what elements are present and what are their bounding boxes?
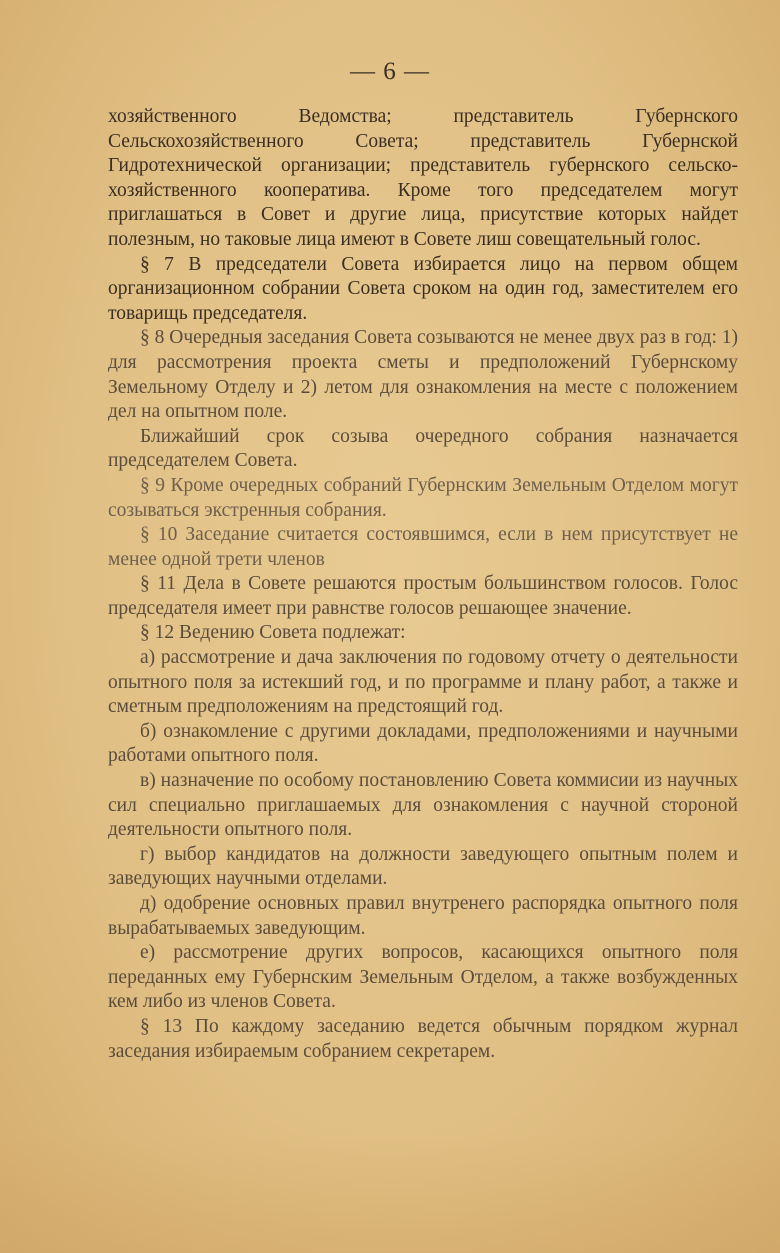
paragraph-nearest-meeting: Ближайший срок созыва очередного собрания назначается председателем Совета. <box>108 425 738 472</box>
list-item-d: д) одобрение основных правил внутренего распорядка опытного поля вырабатываемых заведующим. <box>108 893 738 939</box>
list-item-e: е) рассмотрение других вопросов, касающихся опытного поля переданных ему Губернским Земельным Отделом, а также возбужденных кем либо из членов Совета. <box>108 942 738 1013</box>
list-item-v: в) назначение по особому постановлению Совета коммисии из научных сил специально приглашаемых для ознакомления с научной стороной деятельности опытного поля. <box>108 770 738 841</box>
list-item-b: б) ознакомление с другими докладами, предположениями и научными работами опытного поля. <box>108 720 738 767</box>
paragraph-section-12: § 12 Ведению Совета подлежат: <box>140 622 406 644</box>
document-body <box>108 105 738 1064</box>
paragraph-section-11: § 11 Дела в Совете решаются простым большинством голосов. Голос председателя имеет при равнстве голосов решающее значение. <box>108 573 738 619</box>
paragraph-section-8: § 8 Очередныя заседания Совета созываются не менее двух раз в год: 1) для рассмотрения проекта сметы и предположений Губернскому Земельному Отделу и 2) летом для ознакомления на месте с положением дел на опытном поле. <box>108 327 739 423</box>
paper-stain <box>0 1133 780 1253</box>
page-number: — 6 — <box>350 58 430 85</box>
paragraph-section-7: § 7 В председатели Совета избирается лицо на первом общем организационном собрании Совета сроком на один год, заместителем его товарищь председателя. <box>108 253 738 324</box>
list-item-g: г) выбор кандидатов на должности заведующего опытным полем и заведующих научными отделами. <box>108 843 738 890</box>
paragraph-intro: хозяйственного Ведомства; представитель Губернского Сельскохозяйственного Совета; представитель Губернской Гидротехнической организации; представитель губернского сельско-хозяйственного кооператива. Кроме того председателем могут приглашаться в Совет и другие лица, присутствие которых найдет полезным, но таковые лица имеют в Совете лиш совещательный голос. <box>108 106 738 250</box>
paragraph-section-9: § 9 Кроме очередных собраний Губернским Земельным Отделом могут созываться экстренныя собрания. <box>108 474 738 521</box>
list-item-a: а) рассмотрение и дача заключения по годовому отчету о деятельности опытного поля за истекший год, и по программе и плану работ, а также и сметным предположениям на предстоящий год. <box>108 647 738 718</box>
paragraph-section-10: § 10 Заседание считается состоявшимся, если в нем присутствует не менее одной трети членов <box>108 524 738 570</box>
paragraph-section-13: § 13 По каждому заседанию ведется обычным порядком журнал заседания избираемым собранием секретарем. <box>108 1015 738 1062</box>
